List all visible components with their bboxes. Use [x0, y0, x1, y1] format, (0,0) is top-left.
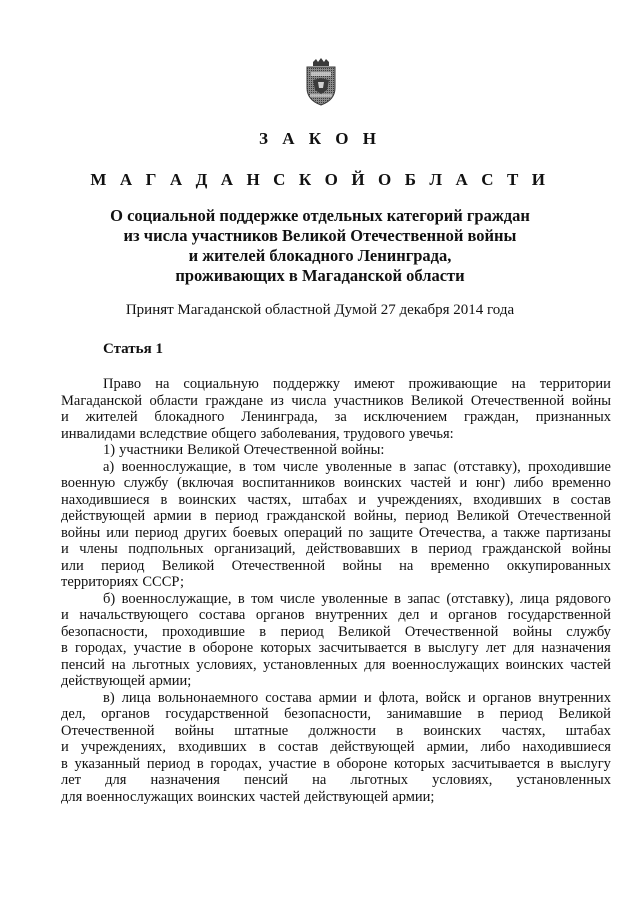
article-word: войны: [571, 392, 611, 409]
article-word: в: [477, 706, 485, 722]
article-word: а): [103, 458, 115, 475]
article-word: период: [101, 557, 145, 574]
article-word: на: [399, 557, 414, 574]
article-word: и: [61, 739, 69, 755]
article-word: в: [399, 458, 407, 475]
article-word: внутренних: [538, 689, 611, 706]
article-word: льготных: [350, 772, 408, 788]
article-word: по: [348, 524, 364, 541]
document-type-heading: З А К О Н: [258, 129, 382, 148]
article-word: и: [61, 607, 69, 623]
article-word: том: [253, 458, 276, 475]
article-line: [61, 591, 611, 608]
article-word: лет: [485, 640, 506, 656]
article-word: находившиеся: [61, 491, 150, 508]
article-word: Великой: [411, 392, 464, 409]
law-title-line: и жителей блокадного Ленинграда,: [188, 246, 452, 265]
article-word: службу: [566, 623, 611, 640]
article-word: трудового: [343, 425, 405, 442]
article-word: в): [103, 689, 115, 706]
article-line: [61, 706, 611, 723]
article-word: на: [312, 772, 327, 788]
article-word: которых: [260, 640, 312, 656]
article-word: и: [61, 541, 69, 557]
article-word: войны: [512, 623, 552, 640]
article-word: действующей: [61, 673, 146, 689]
article-word: боевых: [232, 524, 278, 541]
article-word: безопасности,: [61, 623, 148, 640]
article-word: инвалидами: [61, 425, 136, 442]
article-line: [61, 756, 611, 773]
article-word: других: [184, 524, 227, 541]
article-word: период: [428, 541, 472, 557]
article-line: [61, 459, 611, 476]
article-word: воспитанников: [242, 475, 336, 491]
article-line: [61, 640, 611, 657]
article-word: граждан,: [464, 409, 519, 425]
article-word: внутренних: [315, 607, 388, 623]
article-word: уволенные: [325, 458, 392, 475]
article-word: в: [414, 640, 421, 656]
article-word: увечья:: [409, 425, 454, 442]
article-word: войны: [342, 557, 382, 574]
article-word: числе: [282, 458, 319, 475]
article-word: юнг): [475, 475, 506, 491]
article-word: льготных: [132, 656, 190, 673]
article-word: Великой: [456, 508, 510, 524]
article-word: либо: [513, 475, 544, 491]
article-line: [61, 409, 611, 426]
article-word: Отечественной: [243, 442, 338, 458]
article-word: граждане: [205, 392, 264, 409]
article-word: органов: [448, 607, 498, 623]
article-word: Отечественной: [470, 392, 565, 409]
article-word: Отечественной: [517, 508, 611, 524]
law-title: [0, 206, 640, 286]
article-word: Отечественной: [404, 623, 499, 640]
article-line: [61, 772, 611, 789]
article-word: (включая: [176, 475, 234, 491]
article-word: в: [396, 722, 404, 739]
article-line: [61, 525, 611, 542]
article-word: Отечественной: [231, 557, 326, 574]
article-word: войны: [571, 541, 611, 557]
article-word: гражданской: [482, 541, 562, 557]
article-word: и: [363, 689, 372, 706]
article-word: входивших: [178, 739, 247, 755]
article-word: период: [134, 524, 179, 541]
article-line: [61, 426, 611, 443]
article-word: вольнонаемного: [157, 689, 259, 706]
article-word: установленных: [263, 656, 358, 673]
article-word: войны,: [353, 508, 397, 524]
article-word: б): [103, 590, 116, 607]
article-word: запас: [413, 458, 447, 475]
article-word: Ленинграда,: [241, 409, 318, 425]
article-word: армии: [318, 689, 357, 706]
article-word: лица: [519, 590, 550, 607]
article-word: период: [214, 508, 259, 524]
article-line: [61, 376, 611, 393]
law-title-line: из числа участников Великой Отечественной войны: [123, 226, 517, 245]
article-word: или: [106, 524, 129, 541]
article-word: Великой: [338, 623, 391, 640]
article-word: общего: [211, 425, 257, 442]
article-word: в: [188, 640, 196, 656]
article-word: установленных: [516, 772, 611, 788]
article-word: должности: [308, 722, 377, 739]
article-word: воинских: [197, 788, 256, 805]
article-word: лет: [61, 772, 82, 788]
article-word: назначения: [541, 640, 611, 656]
article-word: армии;: [149, 673, 192, 689]
article-word: находившиеся: [522, 739, 611, 755]
article-word: исключением: [363, 409, 448, 425]
article-word: действующей: [304, 788, 389, 805]
article-word: для: [105, 772, 127, 788]
article-line: [61, 393, 611, 410]
article-word: штабах: [302, 491, 348, 508]
article-word: указанный: [74, 755, 141, 772]
article-word: войны:: [341, 442, 385, 458]
article-word: дел: [398, 607, 420, 623]
article-line: [61, 574, 611, 591]
article-heading: Статья 1: [103, 341, 163, 357]
article-word: из: [270, 392, 284, 409]
article-word: государственной: [507, 607, 611, 623]
article-word: период: [499, 706, 544, 722]
article-word: занимавшие: [386, 706, 462, 722]
coat-of-arms-icon: [301, 58, 341, 106]
article-word: также: [503, 524, 540, 541]
article-word: или: [61, 557, 84, 574]
article-word: в: [237, 590, 245, 607]
article-word: для: [513, 640, 535, 656]
article-word: выслугу: [428, 640, 479, 656]
article-word: засчитывается: [451, 755, 541, 772]
article-word: защите: [369, 524, 413, 541]
article-word: рядового: [555, 590, 611, 607]
article-word: воинских: [505, 656, 564, 673]
article-word: частях,: [247, 491, 292, 508]
article-word: военнослужащие,: [121, 590, 232, 607]
article-word: временно: [552, 475, 611, 491]
article-line: [61, 690, 611, 707]
article-word: в: [199, 508, 207, 524]
article-word: вследствие: [139, 425, 208, 442]
article-word: организаций,: [214, 541, 296, 557]
article-word: органов: [482, 689, 532, 706]
article-word: оккупированных: [506, 557, 611, 574]
article-word: действующей: [330, 739, 415, 755]
article-word: военнослужащих: [392, 656, 500, 673]
article-word: городах,: [210, 755, 262, 772]
article-word: флота,: [378, 689, 419, 706]
article-word: имеют: [354, 376, 395, 392]
article-word: 1): [103, 442, 116, 458]
article-word: штатные: [234, 722, 289, 739]
article-word: в: [259, 623, 267, 640]
article-word: и: [467, 689, 476, 706]
article-word: члены: [79, 541, 118, 557]
article-word: и: [459, 475, 468, 491]
law-title-line: О социальной поддержке отдельных категорий граждан: [110, 206, 530, 225]
article-line: [61, 657, 611, 674]
article-word: на: [111, 656, 126, 673]
article-word: уволенные: [321, 590, 388, 607]
article-word: войны: [174, 722, 214, 739]
article-word: начальствующего: [79, 607, 189, 623]
article-line: [61, 541, 611, 558]
article-word: армии;: [392, 788, 435, 805]
article-word: войск: [425, 689, 461, 706]
article-word: в: [411, 541, 418, 557]
article-word: пенсий: [61, 656, 105, 673]
article-word: блокадного: [154, 409, 225, 425]
article-word: том: [251, 590, 274, 607]
article-word: территории: [539, 376, 611, 392]
article-word: на: [155, 376, 170, 392]
article-word: гражданской: [266, 508, 346, 524]
article-word: Отечественной: [61, 722, 155, 739]
article-word: органов: [101, 706, 150, 722]
article-word: Право: [103, 376, 142, 392]
article-word: городах,: [74, 640, 127, 656]
article-word: воинских: [423, 722, 482, 739]
article-line: [61, 673, 611, 690]
article-word: участие: [133, 640, 182, 656]
article-word: обороне: [336, 755, 388, 772]
article-word: действующей: [61, 508, 146, 524]
article-word: состав: [570, 491, 611, 508]
article-body: [61, 376, 611, 805]
article-word: подпольных: [128, 541, 204, 557]
article-word: обороне: [202, 640, 254, 656]
article-word: частях,: [501, 722, 546, 739]
article-word: числе: [279, 590, 315, 607]
article-word: социальную: [183, 376, 259, 392]
article-line: [61, 624, 611, 641]
article-word: условиях,: [196, 656, 257, 673]
region-heading: М А Г А Д А Н С К О Й О Б Л А С Т И: [90, 170, 550, 189]
article-word: Великой: [187, 442, 240, 458]
article-word: безопасности,: [284, 706, 371, 722]
article-word: области: [149, 392, 198, 409]
article-word: действовавших: [306, 541, 401, 557]
article-line: [61, 789, 611, 806]
article-word: военную: [61, 475, 116, 491]
article-word: состава: [265, 689, 312, 706]
article-word: участников: [333, 392, 404, 409]
article-word: на: [511, 376, 526, 392]
article-word: которых: [393, 755, 445, 772]
article-word: частей: [570, 656, 611, 673]
article-word: воинских: [343, 475, 402, 491]
article-word: (отставку),: [453, 458, 521, 475]
article-word: запас: [407, 590, 440, 607]
article-word: период: [405, 508, 449, 524]
article-word: частей: [259, 788, 301, 805]
article-line: [61, 739, 611, 756]
law-title-line: проживающих в Магаданской области: [175, 266, 465, 285]
article-word: в: [61, 640, 68, 656]
article-word: СССР;: [142, 574, 185, 590]
article-word: в: [394, 590, 402, 607]
article-word: в: [160, 491, 168, 508]
article-word: войны: [61, 524, 101, 541]
article-word: Великой: [558, 706, 611, 722]
article-word: воинских: [178, 491, 237, 508]
article-line: [61, 442, 611, 459]
article-word: заболевания,: [260, 425, 340, 442]
article-word: частей: [410, 475, 451, 491]
article-word: в: [238, 458, 246, 475]
article-word: учреждениях,: [80, 739, 167, 755]
article-line: [61, 508, 611, 525]
article-word: временно: [430, 557, 490, 574]
article-line: [61, 492, 611, 509]
article-word: службу: [123, 475, 169, 491]
article-word: операций: [283, 524, 343, 541]
article-word: органов: [255, 607, 305, 623]
article-word: выслугу: [560, 755, 611, 772]
article-word: проживающие: [408, 376, 498, 392]
article-word: за: [334, 409, 347, 425]
article-word: в: [323, 755, 331, 772]
article-line: [61, 607, 611, 624]
article-word: для: [364, 656, 386, 673]
article-word: состав: [277, 739, 319, 755]
article-word: и: [61, 409, 69, 425]
article-word: назначения: [150, 772, 220, 788]
article-line: [61, 723, 611, 740]
article-word: и: [358, 491, 367, 508]
article-word: государственной: [165, 706, 269, 722]
article-word: военнослужащих: [86, 788, 194, 805]
article-word: пенсий: [244, 772, 288, 788]
article-word: период: [280, 623, 324, 640]
article-line: [61, 475, 611, 492]
article-word: жителей: [85, 409, 138, 425]
article-word: входивших: [473, 491, 542, 508]
article-word: Отечества,: [418, 524, 486, 541]
article-word: армии: [153, 508, 192, 524]
article-word: в: [258, 739, 266, 755]
article-word: (отставку),: [446, 590, 514, 607]
article-word: в: [552, 491, 560, 508]
article-word: поддержку: [272, 376, 341, 392]
article-word: числа: [291, 392, 327, 409]
article-word: Великой: [161, 557, 215, 574]
article-word: условиях,: [432, 772, 493, 788]
adoption-note: Принят Магаданской областной Думой 27 декабря 2014 года: [125, 302, 515, 318]
article-word: проходившие: [528, 458, 611, 475]
article-word: участники: [119, 442, 184, 458]
article-word: для: [61, 788, 83, 805]
article-word: партизаны: [545, 524, 611, 541]
article-word: участие: [268, 755, 317, 772]
article-word: либо: [480, 739, 511, 755]
article-word: и: [429, 607, 438, 623]
article-word: армии,: [426, 739, 469, 755]
article-word: засчитывается: [318, 640, 408, 656]
article-word: проходившие: [162, 623, 245, 640]
article-word: территориях: [61, 574, 139, 590]
article-word: признанных: [535, 409, 611, 425]
article-line: [61, 558, 611, 575]
article-word: в: [61, 755, 68, 772]
article-word: Магаданской: [61, 392, 143, 409]
article-word: военнослужащие,: [121, 458, 232, 475]
article-word: дел,: [61, 706, 86, 722]
article-word: штабах: [565, 722, 611, 739]
article-word: в: [196, 755, 204, 772]
article-word: в: [546, 755, 554, 772]
article-word: период: [146, 755, 191, 772]
article-word: состава: [198, 607, 246, 623]
article-word: а: [491, 524, 498, 541]
article-word: лица: [121, 689, 151, 706]
article-word: учреждениях,: [377, 491, 463, 508]
